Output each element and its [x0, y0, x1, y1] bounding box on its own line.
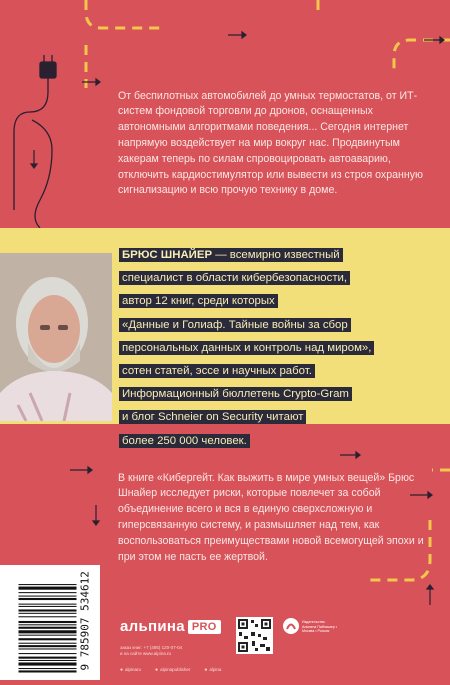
- social-link: ● alpinapublisher: [155, 667, 190, 673]
- publisher-logo: [120, 618, 221, 635]
- arrow-icon: [427, 585, 433, 589]
- qr-code: [236, 617, 273, 654]
- social-links: [120, 667, 221, 673]
- barcode-bar: [19, 653, 77, 654]
- road-top-left: [86, 0, 160, 28]
- bio-line: «Данные и Голиаф. Тайные войны за сбор: [119, 318, 351, 332]
- social-link: ● alpinaru: [120, 667, 141, 673]
- barcode-bar: [19, 592, 77, 593]
- bio-line: более 250 000 человек.: [119, 434, 250, 448]
- book-description: В книге «Кибергейт. Как выжить в мире умных вещей» Брюс Шнайер исследует риски, которые повлечет за собой объединение всего и вся в единую сверхсложную и гиперсвязанную систему, и размышляет над тем, как воспользоваться преимуществами новой всемогущей эпохи и при этом не пасть ее жертвой.: [118, 471, 424, 563]
- isbn-digits: 9 785907 534612: [78, 571, 92, 671]
- social-link: ● alpina: [204, 667, 221, 673]
- barcode-bar: [19, 624, 77, 625]
- barcode-bar: [19, 606, 77, 607]
- road-top-right: [394, 40, 450, 72]
- barcode-bar: [19, 645, 77, 647]
- barcode-bar: [19, 657, 77, 659]
- publisher-name: альпина: [120, 618, 185, 635]
- bio-line: — всемирно известный: [212, 249, 340, 261]
- contact-line: заказ книг: +7 (495) 120-07-04: [120, 645, 183, 650]
- contact-line: и на сайте www.alpina.ru: [120, 651, 172, 656]
- barcode-bar: [19, 660, 77, 661]
- barcode-bar: [19, 635, 77, 636]
- arrow-icon: [242, 32, 246, 38]
- barcode-bar: [19, 616, 77, 617]
- barcode-bar: [19, 638, 77, 640]
- bio-line: и блог Schneier on Security читают: [119, 410, 306, 424]
- barcode-bar: [19, 587, 77, 590]
- arrow-icon: [440, 37, 444, 43]
- bio-line: сотен статей, эссе и научных работ.: [119, 364, 315, 378]
- barcode-bar: [19, 613, 77, 614]
- author-bio: [119, 244, 439, 453]
- isbn-barcode: [0, 565, 100, 680]
- bio-line: специалист в области кибербезопасности,: [119, 271, 350, 285]
- arrow-icon: [356, 452, 360, 458]
- barcode-bar: [19, 598, 77, 600]
- author-photo: [0, 253, 112, 421]
- barcode-bar: [19, 648, 77, 649]
- barcode-bar: [19, 662, 77, 665]
- arrow-icon: [31, 164, 37, 168]
- publisher-badge: PRO: [188, 620, 221, 634]
- blurb-paragraph: От беспилотных автомобилей до умных термостатов, от ИТ-систем фондовой торговли до дронов, оснащенных автономными алгоритмами поведения... Сегодня интернет напрямую воздействует на мир вокруг нас. Продвинутым хакерам теперь по силам спровоцировать автоаварию, отключить кардиостимулятор или вывести из строя охранную сигнализацию и всю прочую технику в доме.: [118, 89, 423, 197]
- seal-text: Издательство Альпина Паблишер • Москва • Россия: [302, 620, 338, 634]
- barcode-bar: [19, 604, 77, 605]
- barcode-bar: [19, 596, 77, 597]
- barcode-bars: [0, 565, 100, 680]
- barcode-bar: [19, 609, 77, 611]
- arrow-icon: [88, 467, 92, 473]
- barcode-bar: [19, 627, 77, 629]
- arrow-icon: [93, 521, 99, 525]
- arrow-icon: [96, 79, 100, 85]
- barcode-bar: [19, 668, 77, 669]
- barcode-bar: [19, 670, 77, 672]
- plug-icon: [14, 55, 56, 228]
- barcode-bar: [19, 643, 77, 644]
- publisher-contacts: [120, 645, 182, 657]
- bio-line: персональных данных и контроль над миром»,: [119, 341, 374, 355]
- bio-line: Информационный бюллетень Crypto-Gram: [119, 387, 352, 401]
- publisher-seal-icon: [283, 618, 299, 634]
- author-name: БРЮС ШНАЙЕР: [122, 249, 213, 261]
- bio-line: автор 12 книг, среди которых: [119, 294, 278, 308]
- barcode-bar: [19, 621, 77, 623]
- barcode-bar: [19, 584, 77, 585]
- barcode-bar: [19, 630, 77, 633]
